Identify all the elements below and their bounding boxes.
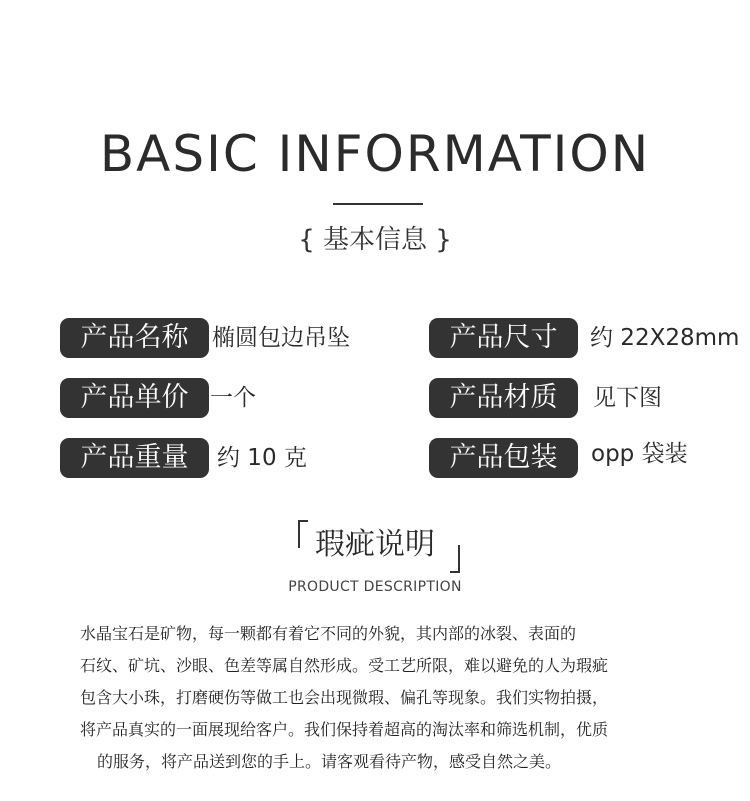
info-row-name <box>60 318 380 358</box>
product-price-label: 产品单价 <box>60 378 209 418</box>
description-paragraph <box>80 618 680 778</box>
description-line: 的服务，将产品送到您的手上。请客观看待产物，感受自然之美。 <box>97 752 562 771</box>
product-weight-value: 约 10 克 <box>217 445 307 471</box>
info-row-material <box>429 378 739 418</box>
description-line: 水晶宝石是矿物，每一颗都有着它不同的外貌，其内部的冰裂、表面的 <box>80 624 577 643</box>
description-subtitle: PRODUCT DESCRIPTION <box>288 579 462 595</box>
page-title: BASIC INFORMATION <box>99 125 651 183</box>
product-weight-label: 产品重量 <box>60 438 209 478</box>
product-package-value: opp 袋装 <box>591 441 688 467</box>
title-divider <box>333 203 423 205</box>
description-line: 将产品真实的一面展现给客户。我们保持着超高的淘汰率和筛选机制，优质 <box>80 720 609 739</box>
description-title: 瑕疵说明 <box>315 527 435 562</box>
info-row-price <box>60 378 380 418</box>
product-material-value: 见下图 <box>593 385 662 411</box>
product-material-label: 产品材质 <box>429 378 578 418</box>
info-row-size <box>429 318 739 358</box>
description-line: 石纹、矿坑、沙眼、色差等属自然形成。受工艺所限，难以避免的人为瑕疵 <box>80 656 609 675</box>
corner-bracket-bottom-right <box>450 545 460 573</box>
product-size-label: 产品尺寸 <box>429 318 578 358</box>
description-line: 包含大小珠，打磨硬伤等做工也会出现微瑕、偏孔等现象。我们实物拍摄， <box>80 688 609 707</box>
product-price-value: 一个 <box>210 385 256 411</box>
product-size-value: 约 22X28mm <box>590 325 740 351</box>
info-row-package <box>429 438 739 478</box>
section-subtitle: { 基本信息 } <box>298 225 452 255</box>
product-package-label: 产品包装 <box>429 438 578 478</box>
product-name-value: 椭圆包边吊坠 <box>212 325 350 351</box>
info-row-weight <box>60 438 380 478</box>
product-name-label: 产品名称 <box>60 318 209 358</box>
